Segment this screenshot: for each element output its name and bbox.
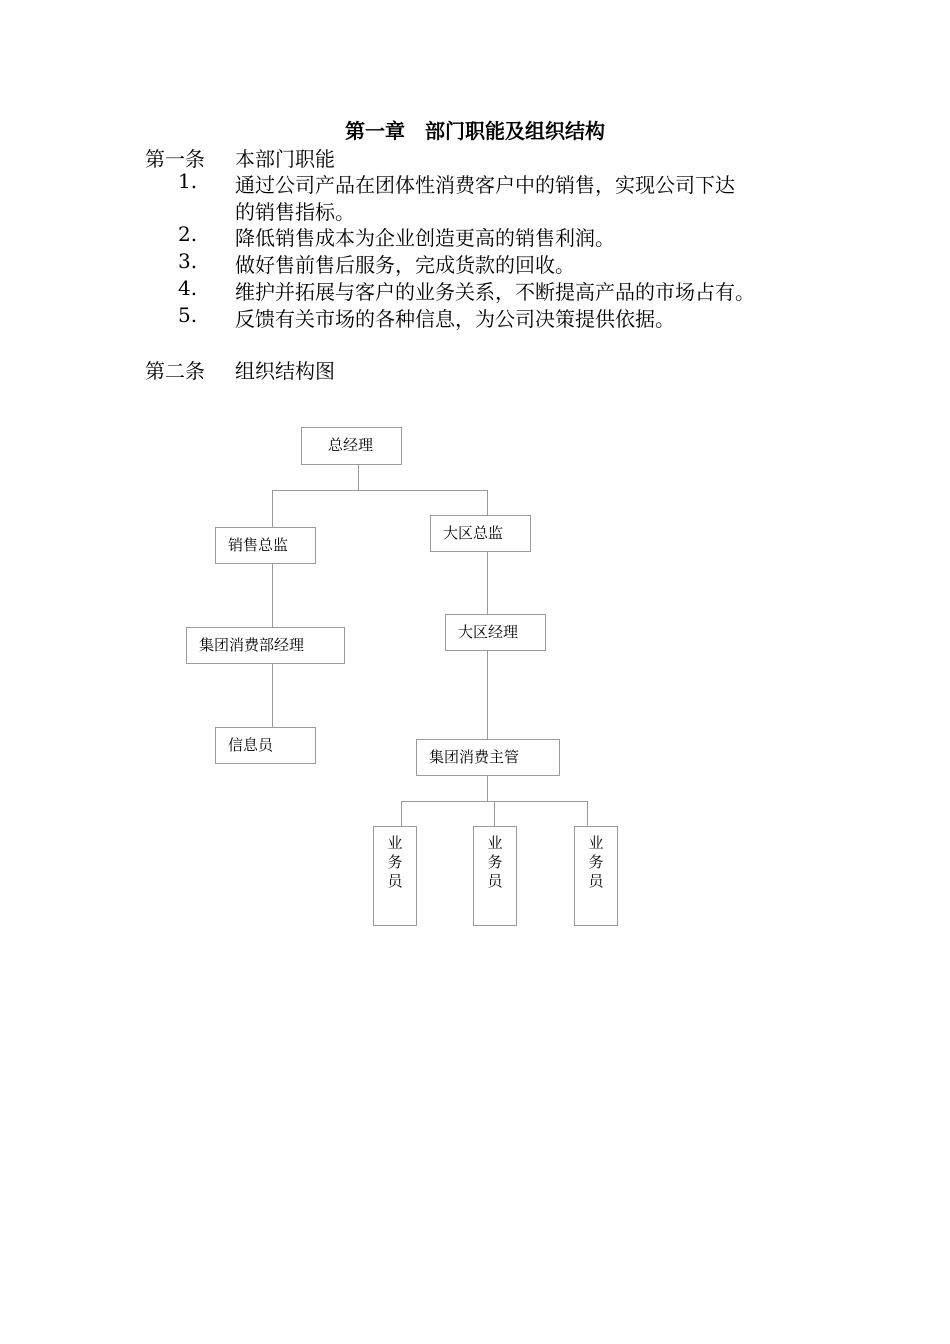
article-1-title: 本部门职能 bbox=[235, 147, 335, 171]
connector-line bbox=[487, 651, 488, 739]
salesperson-char: 务 bbox=[588, 853, 604, 871]
org-box-group-consumer-supervisor: 集团消费主管 bbox=[416, 739, 560, 776]
salesperson-char: 业 bbox=[487, 834, 503, 852]
list-item-text: 做好售前售后服务，完成货款的回收。 bbox=[235, 253, 575, 277]
list-item-text: 维护并拓展与客户的业务关系，不断提高产品的市场占有。 bbox=[235, 280, 755, 304]
article-2-label: 第二条 bbox=[145, 359, 205, 383]
list-item-text-continued: 的销售指标。 bbox=[235, 200, 355, 224]
org-box-salesperson bbox=[373, 826, 417, 926]
connector-line bbox=[487, 552, 488, 614]
connector-line bbox=[272, 490, 488, 491]
connector-line bbox=[487, 776, 488, 801]
org-box-sales-director: 销售总监 bbox=[215, 527, 316, 564]
connector-line bbox=[587, 801, 588, 826]
list-item-number: 3. bbox=[178, 249, 198, 273]
connector-line bbox=[272, 490, 273, 527]
connector-line bbox=[272, 564, 273, 627]
connector-line bbox=[494, 801, 495, 826]
org-box-salesperson bbox=[574, 826, 618, 926]
org-box-salesperson bbox=[473, 826, 517, 926]
connector-line bbox=[272, 664, 273, 727]
connector-line bbox=[358, 465, 359, 490]
salesperson-char: 业 bbox=[387, 834, 403, 852]
org-box-group-consumer-manager: 集团消费部经理 bbox=[186, 627, 345, 664]
salesperson-char: 务 bbox=[387, 853, 403, 871]
salesperson-char: 业 bbox=[588, 834, 604, 852]
list-item-text: 通过公司产品在团体性消费客户中的销售，实现公司下达 bbox=[235, 173, 735, 197]
chapter-title: 第一章 部门职能及组织结构 bbox=[345, 119, 605, 143]
article-1-label: 第一条 bbox=[145, 147, 205, 171]
list-item-number: 2. bbox=[178, 222, 198, 246]
salesperson-char: 务 bbox=[487, 853, 503, 871]
list-item-text: 降低销售成本为企业创造更高的销售利润。 bbox=[235, 226, 615, 250]
list-item-number: 4. bbox=[178, 276, 198, 300]
list-item-number: 5. bbox=[178, 303, 198, 327]
salesperson-char: 员 bbox=[487, 872, 503, 890]
connector-line bbox=[401, 801, 402, 826]
org-box-regional-director: 大区总监 bbox=[430, 515, 531, 552]
connector-line bbox=[487, 490, 488, 515]
org-box-regional-manager: 大区经理 bbox=[445, 614, 546, 651]
org-box-general-manager: 总经理 bbox=[301, 427, 402, 465]
salesperson-char: 员 bbox=[387, 872, 403, 890]
list-item-text: 反馈有关市场的各种信息，为公司决策提供依据。 bbox=[235, 307, 675, 331]
list-item-number: 1. bbox=[178, 169, 198, 193]
org-box-info-clerk: 信息员 bbox=[215, 727, 316, 764]
article-2-title: 组织结构图 bbox=[235, 359, 335, 383]
salesperson-char: 员 bbox=[588, 872, 604, 890]
